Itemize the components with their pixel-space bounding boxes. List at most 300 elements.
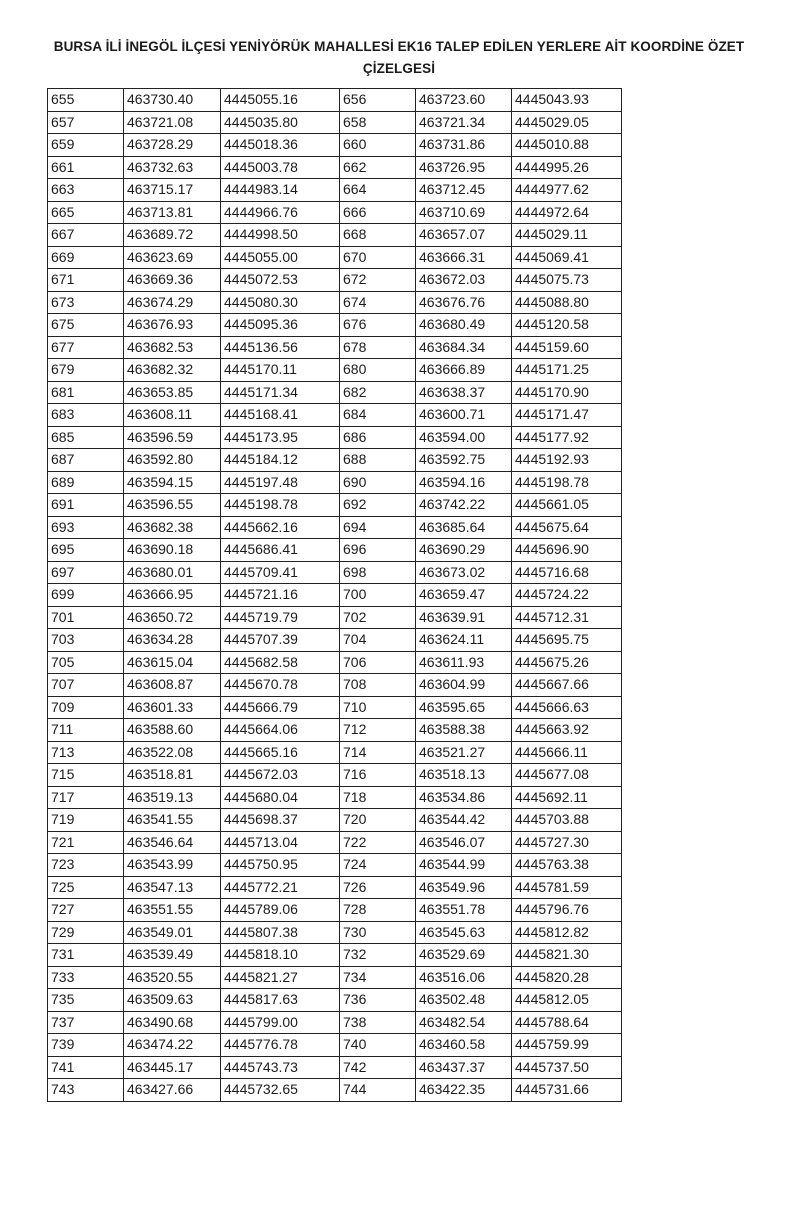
x-coordinate-cell: 4445821.30 — [512, 944, 622, 967]
x-coordinate-cell: 4445010.88 — [512, 134, 622, 157]
x-coordinate-cell: 4445670.78 — [221, 674, 340, 697]
table-row — [48, 314, 622, 337]
point-number-cell: 731 — [48, 944, 124, 967]
y-coordinate-cell: 463676.76 — [416, 291, 512, 314]
point-number-cell: 711 — [48, 719, 124, 742]
y-coordinate-cell: 463427.66 — [124, 1079, 221, 1102]
title-line-2: ÇİZELGESİ — [362, 61, 436, 76]
x-coordinate-cell: 4445055.00 — [221, 246, 340, 269]
table-row — [48, 989, 622, 1012]
y-coordinate-cell: 463726.95 — [416, 156, 512, 179]
table-row — [48, 584, 622, 607]
point-number-cell: 730 — [340, 921, 416, 944]
y-coordinate-cell: 463604.99 — [416, 674, 512, 697]
point-number-cell: 707 — [48, 674, 124, 697]
x-coordinate-cell: 4445003.78 — [221, 156, 340, 179]
y-coordinate-cell: 463666.95 — [124, 584, 221, 607]
y-coordinate-cell: 463521.27 — [416, 741, 512, 764]
point-number-cell: 708 — [340, 674, 416, 697]
x-coordinate-cell: 4445197.48 — [221, 471, 340, 494]
y-coordinate-cell: 463657.07 — [416, 224, 512, 247]
x-coordinate-cell: 4445821.27 — [221, 966, 340, 989]
x-coordinate-cell: 4445120.58 — [512, 314, 622, 337]
y-coordinate-cell: 463549.96 — [416, 876, 512, 899]
y-coordinate-cell: 463659.47 — [416, 584, 512, 607]
point-number-cell: 669 — [48, 246, 124, 269]
x-coordinate-cell: 4445018.36 — [221, 134, 340, 157]
table-row — [48, 134, 622, 157]
table-row — [48, 359, 622, 382]
point-number-cell: 658 — [340, 111, 416, 134]
point-number-cell: 676 — [340, 314, 416, 337]
point-number-cell: 663 — [48, 179, 124, 202]
point-number-cell: 670 — [340, 246, 416, 269]
x-coordinate-cell: 4445750.95 — [221, 854, 340, 877]
point-number-cell: 720 — [340, 809, 416, 832]
y-coordinate-cell: 463672.03 — [416, 269, 512, 292]
y-coordinate-cell: 463608.11 — [124, 404, 221, 427]
y-coordinate-cell: 463549.01 — [124, 921, 221, 944]
table-row — [48, 539, 622, 562]
table-row — [48, 899, 622, 922]
x-coordinate-cell: 4445703.88 — [512, 809, 622, 832]
x-coordinate-cell: 4445675.26 — [512, 651, 622, 674]
table-row — [48, 1011, 622, 1034]
point-number-cell: 664 — [340, 179, 416, 202]
point-number-cell: 717 — [48, 786, 124, 809]
x-coordinate-cell: 4445796.76 — [512, 899, 622, 922]
y-coordinate-cell: 463534.86 — [416, 786, 512, 809]
point-number-cell: 684 — [340, 404, 416, 427]
point-number-cell: 681 — [48, 381, 124, 404]
point-number-cell: 710 — [340, 696, 416, 719]
x-coordinate-cell: 4445662.16 — [221, 516, 340, 539]
point-number-cell: 727 — [48, 899, 124, 922]
x-coordinate-cell: 4445731.66 — [512, 1079, 622, 1102]
y-coordinate-cell: 463502.48 — [416, 989, 512, 1012]
x-coordinate-cell: 4445666.11 — [512, 741, 622, 764]
point-number-cell: 698 — [340, 561, 416, 584]
point-number-cell: 704 — [340, 629, 416, 652]
x-coordinate-cell: 4445812.82 — [512, 921, 622, 944]
table-row — [48, 336, 622, 359]
y-coordinate-cell: 463519.13 — [124, 786, 221, 809]
x-coordinate-cell: 4445707.39 — [221, 629, 340, 652]
point-number-cell: 740 — [340, 1034, 416, 1057]
x-coordinate-cell: 4445680.04 — [221, 786, 340, 809]
y-coordinate-cell: 463730.40 — [124, 89, 221, 112]
point-number-cell: 671 — [48, 269, 124, 292]
y-coordinate-cell: 463546.07 — [416, 831, 512, 854]
point-number-cell: 656 — [340, 89, 416, 112]
y-coordinate-cell: 463710.69 — [416, 201, 512, 224]
point-number-cell: 716 — [340, 764, 416, 787]
table-row — [48, 1056, 622, 1079]
point-number-cell: 738 — [340, 1011, 416, 1034]
y-coordinate-cell: 463623.69 — [124, 246, 221, 269]
point-number-cell: 741 — [48, 1056, 124, 1079]
table-row — [48, 449, 622, 472]
y-coordinate-cell: 463509.63 — [124, 989, 221, 1012]
y-coordinate-cell: 463689.72 — [124, 224, 221, 247]
table-row — [48, 921, 622, 944]
point-number-cell: 715 — [48, 764, 124, 787]
y-coordinate-cell: 463482.54 — [416, 1011, 512, 1034]
point-number-cell: 744 — [340, 1079, 416, 1102]
table-row — [48, 1079, 622, 1102]
point-number-cell: 675 — [48, 314, 124, 337]
x-coordinate-cell: 4445177.92 — [512, 426, 622, 449]
point-number-cell: 661 — [48, 156, 124, 179]
y-coordinate-cell: 463728.29 — [124, 134, 221, 157]
point-number-cell: 714 — [340, 741, 416, 764]
y-coordinate-cell: 463596.55 — [124, 494, 221, 517]
table-row — [48, 809, 622, 832]
x-coordinate-cell: 4445136.56 — [221, 336, 340, 359]
x-coordinate-cell: 4445666.63 — [512, 696, 622, 719]
x-coordinate-cell: 4445709.41 — [221, 561, 340, 584]
table-row — [48, 674, 622, 697]
y-coordinate-cell: 463600.71 — [416, 404, 512, 427]
point-number-cell: 667 — [48, 224, 124, 247]
y-coordinate-cell: 463518.13 — [416, 764, 512, 787]
coordinate-table-body — [48, 89, 622, 1102]
y-coordinate-cell: 463422.35 — [416, 1079, 512, 1102]
y-coordinate-cell: 463437.37 — [416, 1056, 512, 1079]
x-coordinate-cell: 4445080.30 — [221, 291, 340, 314]
y-coordinate-cell: 463639.91 — [416, 606, 512, 629]
x-coordinate-cell: 4445171.25 — [512, 359, 622, 382]
x-coordinate-cell: 4445667.66 — [512, 674, 622, 697]
x-coordinate-cell: 4445663.92 — [512, 719, 622, 742]
point-number-cell: 697 — [48, 561, 124, 584]
point-number-cell: 683 — [48, 404, 124, 427]
coordinate-table — [47, 88, 622, 1102]
y-coordinate-cell: 463518.81 — [124, 764, 221, 787]
x-coordinate-cell: 4445692.11 — [512, 786, 622, 809]
title-line-1: BURSA İLİ İNEGÖL İLÇESİ YENİYÖRÜK MAHALLESİ EK16 TALEP EDİLEN YERLERE AİT KOORDİNE ÖZET — [53, 39, 745, 54]
table-row — [48, 831, 622, 854]
table-row — [48, 404, 622, 427]
x-coordinate-cell: 4445799.00 — [221, 1011, 340, 1034]
y-coordinate-cell: 463634.28 — [124, 629, 221, 652]
x-coordinate-cell: 4445029.05 — [512, 111, 622, 134]
x-coordinate-cell: 4444977.62 — [512, 179, 622, 202]
point-number-cell: 688 — [340, 449, 416, 472]
point-number-cell: 678 — [340, 336, 416, 359]
y-coordinate-cell: 463673.02 — [416, 561, 512, 584]
y-coordinate-cell: 463682.38 — [124, 516, 221, 539]
x-coordinate-cell: 4445035.80 — [221, 111, 340, 134]
point-number-cell: 668 — [340, 224, 416, 247]
point-number-cell: 686 — [340, 426, 416, 449]
point-number-cell: 674 — [340, 291, 416, 314]
x-coordinate-cell: 4445696.90 — [512, 539, 622, 562]
y-coordinate-cell: 463721.34 — [416, 111, 512, 134]
table-row — [48, 786, 622, 809]
point-number-cell: 659 — [48, 134, 124, 157]
x-coordinate-cell: 4445719.79 — [221, 606, 340, 629]
table-row — [48, 606, 622, 629]
x-coordinate-cell: 4445672.03 — [221, 764, 340, 787]
point-number-cell: 699 — [48, 584, 124, 607]
y-coordinate-cell: 463594.16 — [416, 471, 512, 494]
table-row — [48, 494, 622, 517]
point-number-cell: 713 — [48, 741, 124, 764]
y-coordinate-cell: 463588.38 — [416, 719, 512, 742]
point-number-cell: 673 — [48, 291, 124, 314]
point-number-cell: 712 — [340, 719, 416, 742]
x-coordinate-cell: 4445713.04 — [221, 831, 340, 854]
x-coordinate-cell: 4445712.31 — [512, 606, 622, 629]
y-coordinate-cell: 463520.55 — [124, 966, 221, 989]
x-coordinate-cell: 4445069.41 — [512, 246, 622, 269]
point-number-cell: 700 — [340, 584, 416, 607]
x-coordinate-cell: 4445695.75 — [512, 629, 622, 652]
point-number-cell: 706 — [340, 651, 416, 674]
table-row — [48, 156, 622, 179]
y-coordinate-cell: 463445.17 — [124, 1056, 221, 1079]
x-coordinate-cell: 4445029.11 — [512, 224, 622, 247]
x-coordinate-cell: 4445664.06 — [221, 719, 340, 742]
x-coordinate-cell: 4445817.63 — [221, 989, 340, 1012]
y-coordinate-cell: 463516.06 — [416, 966, 512, 989]
point-number-cell: 703 — [48, 629, 124, 652]
x-coordinate-cell: 4445198.78 — [221, 494, 340, 517]
y-coordinate-cell: 463713.81 — [124, 201, 221, 224]
x-coordinate-cell: 4445686.41 — [221, 539, 340, 562]
x-coordinate-cell: 4445763.38 — [512, 854, 622, 877]
table-row — [48, 381, 622, 404]
document-title — [0, 36, 798, 80]
y-coordinate-cell: 463690.29 — [416, 539, 512, 562]
x-coordinate-cell: 4445772.21 — [221, 876, 340, 899]
x-coordinate-cell: 4445677.08 — [512, 764, 622, 787]
point-number-cell: 728 — [340, 899, 416, 922]
table-row — [48, 179, 622, 202]
point-number-cell: 672 — [340, 269, 416, 292]
x-coordinate-cell: 4445171.47 — [512, 404, 622, 427]
point-number-cell: 692 — [340, 494, 416, 517]
y-coordinate-cell: 463544.99 — [416, 854, 512, 877]
x-coordinate-cell: 4445737.50 — [512, 1056, 622, 1079]
point-number-cell: 709 — [48, 696, 124, 719]
x-coordinate-cell: 4445807.38 — [221, 921, 340, 944]
point-number-cell: 701 — [48, 606, 124, 629]
y-coordinate-cell: 463522.08 — [124, 741, 221, 764]
point-number-cell: 665 — [48, 201, 124, 224]
point-number-cell: 725 — [48, 876, 124, 899]
y-coordinate-cell: 463474.22 — [124, 1034, 221, 1057]
table-row — [48, 426, 622, 449]
point-number-cell: 737 — [48, 1011, 124, 1034]
point-number-cell: 726 — [340, 876, 416, 899]
x-coordinate-cell: 4445075.73 — [512, 269, 622, 292]
y-coordinate-cell: 463721.08 — [124, 111, 221, 134]
table-row — [48, 224, 622, 247]
table-row — [48, 854, 622, 877]
y-coordinate-cell: 463690.18 — [124, 539, 221, 562]
point-number-cell: 660 — [340, 134, 416, 157]
point-number-cell: 734 — [340, 966, 416, 989]
point-number-cell: 739 — [48, 1034, 124, 1057]
point-number-cell: 666 — [340, 201, 416, 224]
y-coordinate-cell: 463682.53 — [124, 336, 221, 359]
x-coordinate-cell: 4445743.73 — [221, 1056, 340, 1079]
y-coordinate-cell: 463676.93 — [124, 314, 221, 337]
y-coordinate-cell: 463546.64 — [124, 831, 221, 854]
y-coordinate-cell: 463723.60 — [416, 89, 512, 112]
x-coordinate-cell: 4445666.79 — [221, 696, 340, 719]
point-number-cell: 733 — [48, 966, 124, 989]
point-number-cell: 724 — [340, 854, 416, 877]
x-coordinate-cell: 4445088.80 — [512, 291, 622, 314]
y-coordinate-cell: 463680.49 — [416, 314, 512, 337]
x-coordinate-cell: 4445789.06 — [221, 899, 340, 922]
point-number-cell: 689 — [48, 471, 124, 494]
y-coordinate-cell: 463712.45 — [416, 179, 512, 202]
point-number-cell: 690 — [340, 471, 416, 494]
point-number-cell: 702 — [340, 606, 416, 629]
y-coordinate-cell: 463715.17 — [124, 179, 221, 202]
y-coordinate-cell: 463551.55 — [124, 899, 221, 922]
point-number-cell: 694 — [340, 516, 416, 539]
y-coordinate-cell: 463529.69 — [416, 944, 512, 967]
table-row — [48, 471, 622, 494]
point-number-cell: 705 — [48, 651, 124, 674]
x-coordinate-cell: 4445781.59 — [512, 876, 622, 899]
point-number-cell: 682 — [340, 381, 416, 404]
table-row — [48, 561, 622, 584]
point-number-cell: 677 — [48, 336, 124, 359]
point-number-cell: 722 — [340, 831, 416, 854]
point-number-cell: 685 — [48, 426, 124, 449]
x-coordinate-cell: 4445812.05 — [512, 989, 622, 1012]
x-coordinate-cell: 4445095.36 — [221, 314, 340, 337]
y-coordinate-cell: 463595.65 — [416, 696, 512, 719]
y-coordinate-cell: 463653.85 — [124, 381, 221, 404]
x-coordinate-cell: 4444972.64 — [512, 201, 622, 224]
table-row — [48, 516, 622, 539]
y-coordinate-cell: 463594.00 — [416, 426, 512, 449]
y-coordinate-cell: 463547.13 — [124, 876, 221, 899]
y-coordinate-cell: 463611.93 — [416, 651, 512, 674]
y-coordinate-cell: 463490.68 — [124, 1011, 221, 1034]
table-row — [48, 111, 622, 134]
table-row — [48, 89, 622, 112]
y-coordinate-cell: 463541.55 — [124, 809, 221, 832]
x-coordinate-cell: 4445776.78 — [221, 1034, 340, 1057]
y-coordinate-cell: 463544.42 — [416, 809, 512, 832]
y-coordinate-cell: 463669.36 — [124, 269, 221, 292]
table-row — [48, 696, 622, 719]
table-row — [48, 1034, 622, 1057]
table-row — [48, 764, 622, 787]
x-coordinate-cell: 4444966.76 — [221, 201, 340, 224]
point-number-cell: 662 — [340, 156, 416, 179]
y-coordinate-cell: 463732.63 — [124, 156, 221, 179]
y-coordinate-cell: 463596.59 — [124, 426, 221, 449]
x-coordinate-cell: 4445724.22 — [512, 584, 622, 607]
point-number-cell: 732 — [340, 944, 416, 967]
point-number-cell: 655 — [48, 89, 124, 112]
x-coordinate-cell: 4445759.99 — [512, 1034, 622, 1057]
point-number-cell: 735 — [48, 989, 124, 1012]
x-coordinate-cell: 4445732.65 — [221, 1079, 340, 1102]
y-coordinate-cell: 463592.75 — [416, 449, 512, 472]
x-coordinate-cell: 4445818.10 — [221, 944, 340, 967]
y-coordinate-cell: 463674.29 — [124, 291, 221, 314]
point-number-cell: 687 — [48, 449, 124, 472]
x-coordinate-cell: 4445716.68 — [512, 561, 622, 584]
y-coordinate-cell: 463685.64 — [416, 516, 512, 539]
x-coordinate-cell: 4445173.95 — [221, 426, 340, 449]
table-row — [48, 291, 622, 314]
table-row — [48, 201, 622, 224]
x-coordinate-cell: 4445198.78 — [512, 471, 622, 494]
point-number-cell: 680 — [340, 359, 416, 382]
point-number-cell: 695 — [48, 539, 124, 562]
x-coordinate-cell: 4445820.28 — [512, 966, 622, 989]
x-coordinate-cell: 4445727.30 — [512, 831, 622, 854]
x-coordinate-cell: 4445698.37 — [221, 809, 340, 832]
y-coordinate-cell: 463551.78 — [416, 899, 512, 922]
y-coordinate-cell: 463682.32 — [124, 359, 221, 382]
point-number-cell: 743 — [48, 1079, 124, 1102]
table-row — [48, 651, 622, 674]
point-number-cell: 693 — [48, 516, 124, 539]
y-coordinate-cell: 463594.15 — [124, 471, 221, 494]
x-coordinate-cell: 4445682.58 — [221, 651, 340, 674]
x-coordinate-cell: 4445171.34 — [221, 381, 340, 404]
y-coordinate-cell: 463539.49 — [124, 944, 221, 967]
y-coordinate-cell: 463650.72 — [124, 606, 221, 629]
y-coordinate-cell: 463588.60 — [124, 719, 221, 742]
point-number-cell: 696 — [340, 539, 416, 562]
table-row — [48, 876, 622, 899]
x-coordinate-cell: 4445170.11 — [221, 359, 340, 382]
x-coordinate-cell: 4445159.60 — [512, 336, 622, 359]
y-coordinate-cell: 463638.37 — [416, 381, 512, 404]
x-coordinate-cell: 4445721.16 — [221, 584, 340, 607]
y-coordinate-cell: 463460.58 — [416, 1034, 512, 1057]
point-number-cell: 719 — [48, 809, 124, 832]
y-coordinate-cell: 463624.11 — [416, 629, 512, 652]
table-row — [48, 719, 622, 742]
table-row — [48, 966, 622, 989]
x-coordinate-cell: 4445170.90 — [512, 381, 622, 404]
x-coordinate-cell: 4445184.12 — [221, 449, 340, 472]
table-row — [48, 269, 622, 292]
x-coordinate-cell: 4444983.14 — [221, 179, 340, 202]
point-number-cell: 723 — [48, 854, 124, 877]
x-coordinate-cell: 4445675.64 — [512, 516, 622, 539]
x-coordinate-cell: 4445788.64 — [512, 1011, 622, 1034]
point-number-cell: 736 — [340, 989, 416, 1012]
y-coordinate-cell: 463680.01 — [124, 561, 221, 584]
y-coordinate-cell: 463592.80 — [124, 449, 221, 472]
x-coordinate-cell: 4444995.26 — [512, 156, 622, 179]
table-row — [48, 741, 622, 764]
point-number-cell: 691 — [48, 494, 124, 517]
x-coordinate-cell: 4445043.93 — [512, 89, 622, 112]
x-coordinate-cell: 4444998.50 — [221, 224, 340, 247]
y-coordinate-cell: 463543.99 — [124, 854, 221, 877]
y-coordinate-cell: 463601.33 — [124, 696, 221, 719]
x-coordinate-cell: 4445055.16 — [221, 89, 340, 112]
x-coordinate-cell: 4445168.41 — [221, 404, 340, 427]
point-number-cell: 721 — [48, 831, 124, 854]
